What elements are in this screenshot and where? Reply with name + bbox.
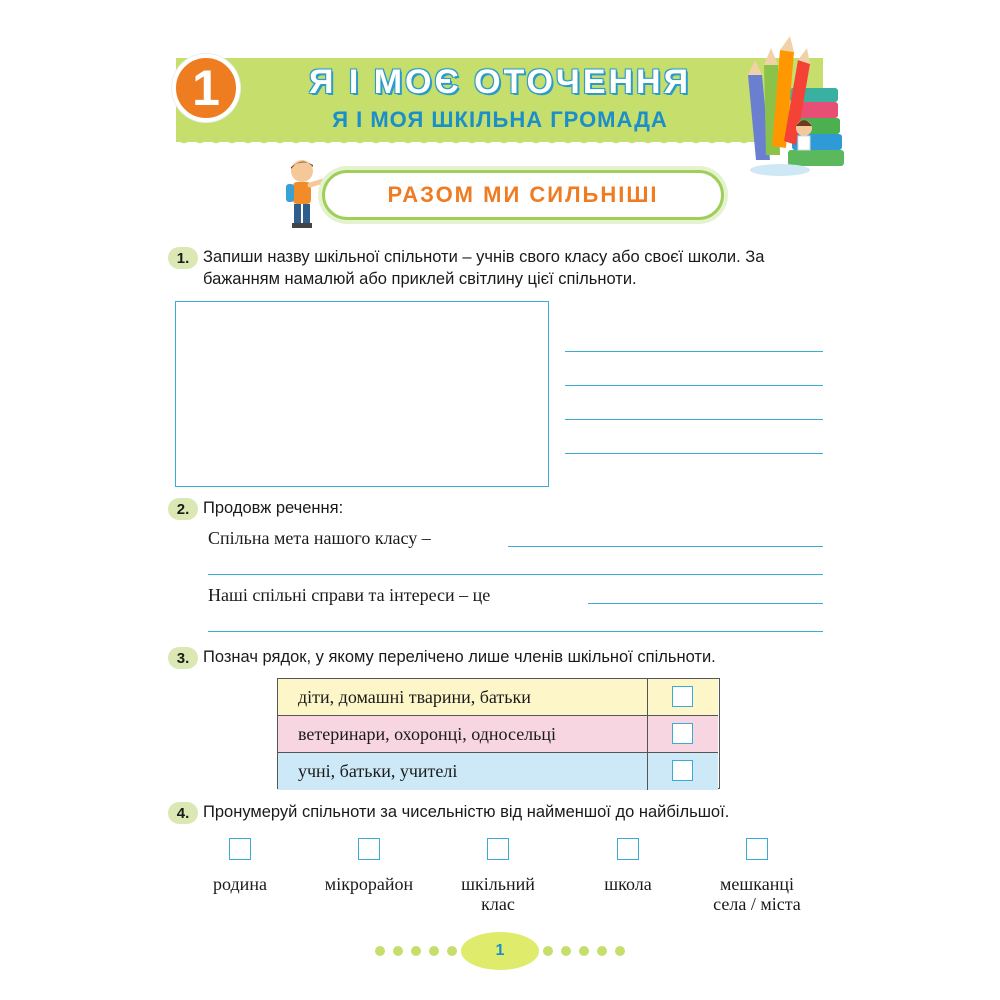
drawing-photo-box[interactable] [175,301,549,487]
footer-dot [561,946,571,956]
task-1-number: 1. [168,247,198,269]
footer-dot [615,946,625,956]
footer-dot [597,946,607,956]
order-item-label: шкільний клас [461,874,535,914]
answer-line[interactable] [208,631,823,632]
chapter-subtitle: Я І МОЯ ШКІЛЬНА ГРОМАДА [332,107,668,132]
order-number-box[interactable] [746,838,768,860]
answer-line[interactable] [565,453,823,454]
footer-dot [543,946,553,956]
choice-label: ветеринари, охоронці, односельці [298,724,557,744]
answer-line[interactable] [588,603,823,604]
order-item-label: родина [213,874,267,894]
answer-line[interactable] [208,574,823,575]
task-4-number: 4. [168,802,198,824]
choice-row [278,753,718,790]
order-item-residents [692,838,822,914]
pencils-books-illustration [740,30,850,180]
task-2-number: 2. [168,498,198,520]
task-3-number: 3. [168,647,198,669]
answer-line[interactable] [508,546,823,547]
chapter-title: Я І МОЄ ОТОЧЕННЯ [308,63,692,101]
choice-checkbox[interactable] [672,760,693,781]
task-2-text: Продовж речення: [203,499,344,517]
task-4-text: Пронумеруй спільноти за чисельністю від найменшої до найбільшої. [203,803,730,821]
footer-dot [411,946,421,956]
cell-divider [647,679,648,715]
topic-title: РАЗОМ МИ СИЛЬНІШІ [322,170,724,220]
page-number: 1 [461,932,539,970]
sentence-interests-start: Наші спільні справи та інтереси – це [208,585,491,605]
task-1-text-line1: Запиши назву шкільної спільноти – учнів свого класу або своєї школи. За [203,248,765,266]
task-3-text: Познач рядок, у якому перелічено лише членів шкільної спільноти. [203,648,716,666]
cell-divider [647,753,648,790]
answer-line[interactable] [565,385,823,386]
task-1-text-line2: бажанням намалюй або приклей світлину цієї спільноти. [203,270,637,288]
answer-line[interactable] [565,351,823,352]
choice-row [278,679,718,716]
order-number-box[interactable] [358,838,380,860]
order-item-label: школа [604,874,652,894]
order-item-school [563,838,693,894]
choice-row [278,716,718,753]
choice-table [277,678,720,789]
choice-label: діти, домашні тварини, батьки [298,687,531,707]
footer-dot [579,946,589,956]
footer-dot [429,946,439,956]
footer-dot [375,946,385,956]
banner-scallop-edge [176,138,823,148]
chapter-number-badge: 1 [172,54,240,122]
answer-line[interactable] [565,419,823,420]
footer-dot [393,946,403,956]
footer-dot [447,946,457,956]
order-number-box[interactable] [617,838,639,860]
order-number-box[interactable] [487,838,509,860]
order-item-label: мешканці села / міста [713,874,801,914]
choice-label: учні, батьки, учителі [298,761,458,781]
order-item-family [175,838,305,894]
cell-divider [647,716,648,752]
order-item-label: мікрорайон [324,874,414,894]
choice-checkbox[interactable] [672,723,693,744]
order-item-microdistrict [304,838,434,894]
choice-checkbox[interactable] [672,686,693,707]
order-number-box[interactable] [229,838,251,860]
sentence-goal-start: Спільна мета нашого класу – [208,528,431,548]
order-item-class [433,838,563,914]
